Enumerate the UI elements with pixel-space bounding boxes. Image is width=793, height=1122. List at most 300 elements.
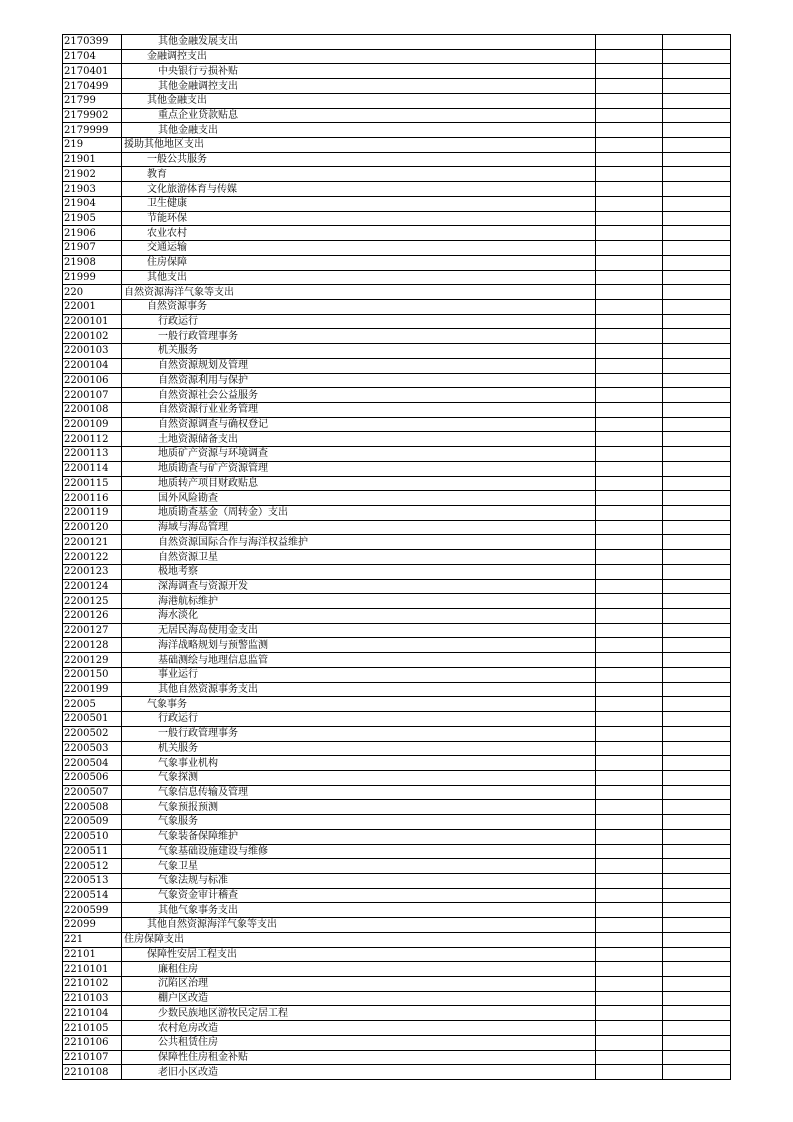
row-name-cell (122, 564, 596, 579)
row-name-text: 气象资金审计稽查 (158, 890, 238, 902)
row-value-cell-1 (596, 770, 663, 785)
row-name-text: 气象预报预测 (158, 801, 218, 813)
row-value-cell-1 (596, 373, 663, 388)
row-value-cell-1 (596, 903, 663, 918)
table-row (63, 623, 731, 638)
row-name-text: 基础测绘与地理信息监管 (158, 654, 268, 666)
table-row (63, 1006, 731, 1021)
row-code-cell: 2210101 (63, 962, 122, 977)
row-name-text: 气象卫星 (158, 860, 198, 872)
row-value-cell-1 (596, 344, 663, 359)
row-name-text: 沉陷区治理 (158, 978, 208, 990)
row-value-cell-1 (596, 123, 663, 138)
row-name-cell (122, 93, 596, 108)
row-value-cell-2 (663, 726, 731, 741)
table-row (63, 447, 731, 462)
row-name-cell (122, 520, 596, 535)
row-name-text: 气象信息传输及管理 (158, 787, 248, 799)
row-name-text: 一般行政管理事务 (158, 330, 238, 342)
row-name-cell (122, 461, 596, 476)
row-value-cell-2 (663, 491, 731, 506)
row-value-cell-2 (663, 800, 731, 815)
row-name-text: 机关服务 (158, 345, 198, 357)
row-name-text: 海域与海岛管理 (158, 522, 228, 534)
row-value-cell-2 (663, 1065, 731, 1080)
row-code-cell: 2200109 (63, 417, 122, 432)
row-value-cell-1 (596, 712, 663, 727)
row-value-cell-1 (596, 932, 663, 947)
table-row (63, 461, 731, 476)
row-name-cell (122, 638, 596, 653)
row-name-text: 自然资源社会公益服务 (158, 389, 258, 401)
row-value-cell-1 (596, 226, 663, 241)
row-code-cell: 2200127 (63, 623, 122, 638)
row-name-text: 重点企业贷款贴息 (158, 109, 238, 121)
row-value-cell-1 (596, 844, 663, 859)
row-code-cell: 21904 (63, 196, 122, 211)
row-name-cell (122, 741, 596, 756)
row-value-cell-2 (663, 476, 731, 491)
row-name-cell (122, 977, 596, 992)
row-value-cell-2 (663, 741, 731, 756)
row-name-text: 一般公共服务 (147, 154, 207, 166)
table-row (63, 138, 731, 153)
row-name-text: 气象基础设施建设与维修 (158, 845, 268, 857)
row-name-text: 廉租住房 (158, 963, 198, 975)
row-value-cell-2 (663, 712, 731, 727)
row-value-cell-2 (663, 285, 731, 300)
row-value-cell-2 (663, 241, 731, 256)
row-value-cell-1 (596, 815, 663, 830)
row-code-cell: 21903 (63, 182, 122, 197)
row-value-cell-2 (663, 432, 731, 447)
row-value-cell-1 (596, 461, 663, 476)
row-code-cell: 21799 (63, 93, 122, 108)
table-row (63, 506, 731, 521)
row-name-text: 极地考察 (158, 566, 198, 578)
row-value-cell-1 (596, 1065, 663, 1080)
row-name-text: 深海调查与资源开发 (158, 580, 248, 592)
row-code-cell: 22005 (63, 697, 122, 712)
row-code-cell: 2200126 (63, 609, 122, 624)
row-value-cell-2 (663, 152, 731, 167)
row-name-text: 住房保障支出 (124, 934, 184, 946)
row-name-cell (122, 1050, 596, 1065)
row-name-cell (122, 550, 596, 565)
row-value-cell-2 (663, 932, 731, 947)
row-code-cell: 2200113 (63, 447, 122, 462)
row-value-cell-1 (596, 977, 663, 992)
row-name-text: 机关服务 (158, 742, 198, 754)
row-name-cell (122, 402, 596, 417)
row-value-cell-1 (596, 888, 663, 903)
row-name-text: 自然资源行业业务管理 (158, 404, 258, 416)
row-code-cell: 2200510 (63, 829, 122, 844)
row-name-text: 其他支出 (147, 271, 187, 283)
row-name-text: 其他金融调控支出 (158, 80, 238, 92)
row-name-text: 气象装备保障维护 (158, 831, 238, 843)
row-name-text: 教育 (147, 168, 167, 180)
row-value-cell-2 (663, 564, 731, 579)
row-value-cell-2 (663, 167, 731, 182)
row-value-cell-2 (663, 196, 731, 211)
row-value-cell-2 (663, 402, 731, 417)
row-value-cell-1 (596, 167, 663, 182)
row-name-cell (122, 947, 596, 962)
table-row (63, 241, 731, 256)
row-name-cell (122, 447, 596, 462)
row-name-text: 住房保障 (147, 257, 187, 269)
row-value-cell-1 (596, 402, 663, 417)
row-value-cell-1 (596, 1035, 663, 1050)
row-name-cell (122, 285, 596, 300)
row-value-cell-1 (596, 152, 663, 167)
row-value-cell-2 (663, 138, 731, 153)
row-name-text: 地质矿产资源与环境调查 (158, 448, 268, 460)
table-row (63, 594, 731, 609)
row-name-text: 无居民海岛使用金支出 (158, 625, 258, 637)
table-row (63, 564, 731, 579)
row-value-cell-1 (596, 638, 663, 653)
table-row (63, 903, 731, 918)
row-code-cell: 2200101 (63, 314, 122, 329)
row-name-cell (122, 255, 596, 270)
row-code-cell: 21999 (63, 270, 122, 285)
row-name-text: 其他自然资源事务支出 (158, 683, 258, 695)
row-value-cell-2 (663, 461, 731, 476)
row-value-cell-1 (596, 594, 663, 609)
table-row (63, 918, 731, 933)
row-value-cell-2 (663, 962, 731, 977)
table-row (63, 344, 731, 359)
row-code-cell: 21902 (63, 167, 122, 182)
row-name-cell (122, 697, 596, 712)
row-name-text: 金融调控支出 (147, 51, 207, 63)
row-value-cell-1 (596, 535, 663, 550)
row-code-cell: 2200512 (63, 859, 122, 874)
row-name-text: 交通运输 (147, 242, 187, 254)
row-name-cell (122, 903, 596, 918)
row-value-cell-2 (663, 638, 731, 653)
row-code-cell: 2200506 (63, 770, 122, 785)
row-name-cell (122, 417, 596, 432)
row-name-text: 一般行政管理事务 (158, 728, 238, 740)
row-name-cell (122, 873, 596, 888)
table-row (63, 1035, 731, 1050)
table-row (63, 1021, 731, 1036)
table-row (63, 388, 731, 403)
row-value-cell-1 (596, 697, 663, 712)
row-value-cell-1 (596, 1006, 663, 1021)
table-row (63, 712, 731, 727)
row-value-cell-2 (663, 388, 731, 403)
row-name-cell (122, 594, 596, 609)
row-value-cell-1 (596, 241, 663, 256)
row-value-cell-2 (663, 829, 731, 844)
row-name-text: 海港航标维护 (158, 595, 218, 607)
row-value-cell-1 (596, 93, 663, 108)
row-name-text: 自然资源调查与确权登记 (158, 419, 268, 431)
row-name-cell (122, 344, 596, 359)
table-row (63, 285, 731, 300)
row-code-cell: 2200504 (63, 756, 122, 771)
row-code-cell: 2179902 (63, 108, 122, 123)
row-code-cell: 2200108 (63, 402, 122, 417)
row-name-text: 土地资源储备支出 (158, 433, 238, 445)
table-row (63, 844, 731, 859)
row-value-cell-2 (663, 358, 731, 373)
row-value-cell-2 (663, 550, 731, 565)
row-code-cell: 2200106 (63, 373, 122, 388)
row-code-cell: 2200503 (63, 741, 122, 756)
row-value-cell-1 (596, 873, 663, 888)
row-code-cell: 219 (63, 138, 122, 153)
row-value-cell-1 (596, 314, 663, 329)
row-name-cell (122, 829, 596, 844)
row-code-cell: 2210106 (63, 1035, 122, 1050)
row-name-cell (122, 64, 596, 79)
table-row (63, 182, 731, 197)
row-name-text: 老旧小区改造 (158, 1066, 218, 1078)
row-value-cell-1 (596, 388, 663, 403)
row-code-cell: 2179999 (63, 123, 122, 138)
row-name-text: 自然资源海洋气象等支出 (124, 286, 234, 298)
table-row (63, 859, 731, 874)
row-name-text: 其他自然资源海洋气象等支出 (147, 919, 277, 931)
row-name-text: 援助其他地区支出 (124, 139, 204, 151)
row-name-cell (122, 535, 596, 550)
row-value-cell-1 (596, 859, 663, 874)
row-value-cell-2 (663, 1050, 731, 1065)
row-name-text: 少数民族地区游牧民定居工程 (158, 1007, 288, 1019)
row-value-cell-1 (596, 579, 663, 594)
table-row (63, 432, 731, 447)
row-value-cell-2 (663, 255, 731, 270)
row-value-cell-2 (663, 770, 731, 785)
row-value-cell-1 (596, 432, 663, 447)
row-name-text: 气象法规与标准 (158, 875, 228, 887)
row-code-cell: 21907 (63, 241, 122, 256)
table-row (63, 299, 731, 314)
row-name-text: 气象事业机构 (158, 757, 218, 769)
row-value-cell-2 (663, 64, 731, 79)
table-row (63, 93, 731, 108)
row-name-text: 自然资源利用与保护 (158, 374, 248, 386)
row-value-cell-1 (596, 358, 663, 373)
row-name-text: 气象事务 (147, 698, 187, 710)
row-value-cell-1 (596, 653, 663, 668)
row-value-cell-1 (596, 108, 663, 123)
row-name-cell (122, 196, 596, 211)
row-code-cell: 221 (63, 932, 122, 947)
row-code-cell: 2200124 (63, 579, 122, 594)
row-code-cell: 2200107 (63, 388, 122, 403)
table-row (63, 152, 731, 167)
row-name-text: 其他气象事务支出 (158, 904, 238, 916)
table-row (63, 108, 731, 123)
row-value-cell-1 (596, 182, 663, 197)
row-value-cell-1 (596, 329, 663, 344)
row-name-cell (122, 815, 596, 830)
row-name-cell (122, 623, 596, 638)
row-code-cell: 2200102 (63, 329, 122, 344)
row-value-cell-2 (663, 623, 731, 638)
row-value-cell-2 (663, 667, 731, 682)
row-name-cell (122, 388, 596, 403)
row-value-cell-1 (596, 196, 663, 211)
table-row (63, 638, 731, 653)
row-code-cell: 2200514 (63, 888, 122, 903)
row-value-cell-2 (663, 991, 731, 1006)
row-name-cell (122, 211, 596, 226)
row-code-cell: 21906 (63, 226, 122, 241)
row-value-cell-1 (596, 623, 663, 638)
row-value-cell-1 (596, 991, 663, 1006)
row-name-cell (122, 329, 596, 344)
row-value-cell-2 (663, 903, 731, 918)
row-value-cell-1 (596, 947, 663, 962)
row-code-cell: 2200125 (63, 594, 122, 609)
row-value-cell-2 (663, 373, 731, 388)
row-name-cell (122, 756, 596, 771)
row-name-text: 行政运行 (158, 316, 198, 328)
row-code-cell: 2200150 (63, 667, 122, 682)
row-code-cell: 2200508 (63, 800, 122, 815)
table-row (63, 756, 731, 771)
row-value-cell-2 (663, 520, 731, 535)
row-value-cell-2 (663, 1021, 731, 1036)
table-row (63, 373, 731, 388)
row-code-cell: 2200501 (63, 712, 122, 727)
row-value-cell-2 (663, 844, 731, 859)
table-row (63, 491, 731, 506)
table-row (63, 211, 731, 226)
row-value-cell-1 (596, 550, 663, 565)
table-row (63, 770, 731, 785)
row-code-cell: 2200128 (63, 638, 122, 653)
row-name-cell (122, 79, 596, 94)
row-value-cell-2 (663, 123, 731, 138)
row-code-cell: 2210105 (63, 1021, 122, 1036)
row-name-cell (122, 167, 596, 182)
row-name-text: 气象服务 (158, 816, 198, 828)
row-code-cell: 22001 (63, 299, 122, 314)
row-value-cell-1 (596, 299, 663, 314)
row-value-cell-2 (663, 329, 731, 344)
row-value-cell-2 (663, 815, 731, 830)
budget-classification-table (62, 34, 731, 1080)
row-value-cell-1 (596, 962, 663, 977)
row-name-text: 自然资源规划及管理 (158, 360, 248, 372)
row-code-cell: 220 (63, 285, 122, 300)
row-name-cell (122, 506, 596, 521)
row-name-cell (122, 800, 596, 815)
row-code-cell: 2200104 (63, 358, 122, 373)
table-row (63, 358, 731, 373)
row-name-text: 地质转产项目财政贴息 (158, 477, 258, 489)
table-row (63, 741, 731, 756)
row-name-text: 自然资源事务 (147, 301, 207, 313)
row-name-text: 地质勘查与矿产资源管理 (158, 463, 268, 475)
row-value-cell-2 (663, 108, 731, 123)
row-code-cell: 2200513 (63, 873, 122, 888)
table-row (63, 402, 731, 417)
row-code-cell: 2200511 (63, 844, 122, 859)
row-value-cell-2 (663, 653, 731, 668)
row-value-cell-2 (663, 93, 731, 108)
row-code-cell: 2200122 (63, 550, 122, 565)
row-name-cell (122, 653, 596, 668)
row-name-text: 海洋战略规划与预警监测 (158, 639, 268, 651)
row-code-cell: 21901 (63, 152, 122, 167)
table-row (63, 417, 731, 432)
row-value-cell-1 (596, 1021, 663, 1036)
row-name-cell (122, 770, 596, 785)
row-code-cell: 2170499 (63, 79, 122, 94)
row-code-cell: 21908 (63, 255, 122, 270)
row-code-cell: 2200129 (63, 653, 122, 668)
table-row (63, 64, 731, 79)
row-name-text: 自然资源卫星 (158, 551, 218, 563)
row-name-cell (122, 682, 596, 697)
row-value-cell-1 (596, 64, 663, 79)
row-name-text: 保障性安居工程支出 (147, 948, 237, 960)
row-name-cell (122, 888, 596, 903)
row-code-cell: 2200509 (63, 815, 122, 830)
row-value-cell-1 (596, 756, 663, 771)
row-value-cell-2 (663, 579, 731, 594)
table-row (63, 329, 731, 344)
row-code-cell: 2200120 (63, 520, 122, 535)
row-value-cell-1 (596, 667, 663, 682)
row-code-cell: 2200502 (63, 726, 122, 741)
row-name-text: 气象探测 (158, 772, 198, 784)
row-name-cell (122, 667, 596, 682)
row-value-cell-2 (663, 35, 731, 50)
table-row (63, 962, 731, 977)
table-row (63, 697, 731, 712)
row-code-cell: 2210108 (63, 1065, 122, 1080)
table-row (63, 167, 731, 182)
row-code-cell: 2210103 (63, 991, 122, 1006)
row-name-cell (122, 476, 596, 491)
table-row (63, 609, 731, 624)
row-value-cell-1 (596, 270, 663, 285)
row-name-cell (122, 918, 596, 933)
table-row (63, 520, 731, 535)
row-code-cell: 2210102 (63, 977, 122, 992)
row-name-text: 地质勘查基金（周转金）支出 (158, 507, 288, 519)
row-value-cell-2 (663, 859, 731, 874)
row-name-text: 国外风险勘查 (158, 492, 218, 504)
row-name-cell (122, 491, 596, 506)
row-value-cell-1 (596, 447, 663, 462)
row-name-cell (122, 1065, 596, 1080)
table-row (63, 123, 731, 138)
table-row (63, 947, 731, 962)
row-code-cell: 21704 (63, 49, 122, 64)
row-name-cell (122, 138, 596, 153)
row-value-cell-2 (663, 182, 731, 197)
row-value-cell-2 (663, 535, 731, 550)
row-name-cell (122, 962, 596, 977)
row-value-cell-1 (596, 785, 663, 800)
row-name-text: 行政运行 (158, 713, 198, 725)
row-name-text: 自然资源国际合作与海洋权益维护 (158, 536, 308, 548)
row-name-cell (122, 299, 596, 314)
row-value-cell-2 (663, 594, 731, 609)
row-value-cell-2 (663, 344, 731, 359)
